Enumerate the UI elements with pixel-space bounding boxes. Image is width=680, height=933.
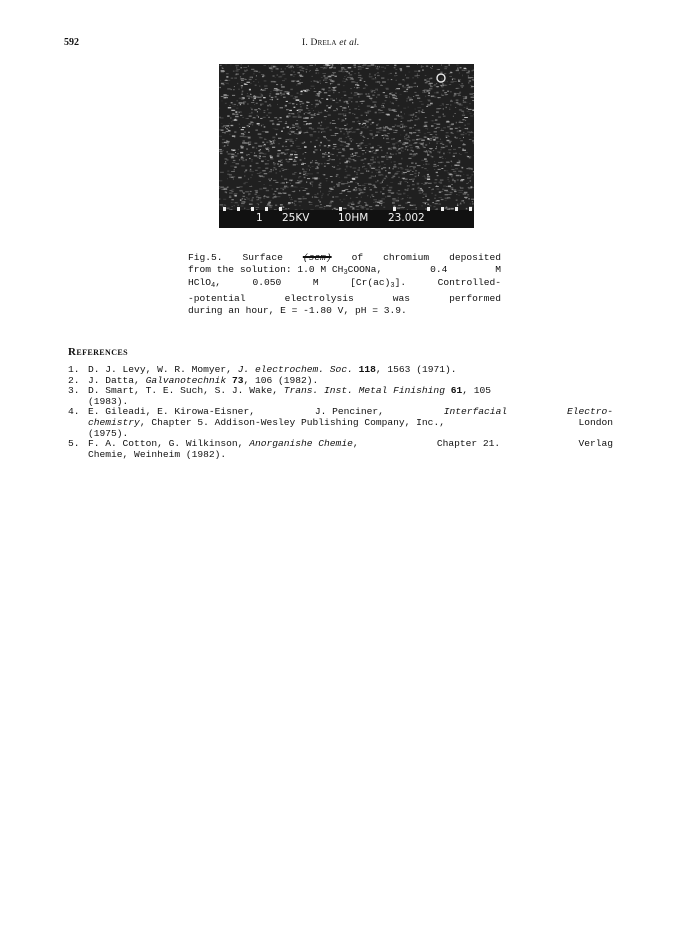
reference-number: 1. xyxy=(68,364,80,375)
page-number: 592 xyxy=(64,37,79,48)
sem-panel-number: 1 xyxy=(256,212,263,224)
caption-word: chromium xyxy=(383,252,430,263)
caption-text: 0.050 xyxy=(252,277,282,289)
reference-volume: 118 xyxy=(358,364,376,375)
caption-text: M xyxy=(495,263,501,275)
sem-scale-bar xyxy=(219,210,474,228)
caption-subscript: 3 xyxy=(343,268,348,277)
reference-journal: Anorganishe Chemie xyxy=(249,438,353,450)
sem-texture xyxy=(219,64,474,228)
running-head-author: I. Drela xyxy=(302,38,337,48)
caption-word: -potential xyxy=(188,293,246,305)
reference-number: 5. xyxy=(68,438,80,450)
caption-text: during an hour, E = -1.80 V, pH = 3.9. xyxy=(188,304,407,316)
reference-authors: F. A. Cotton, G. Wilkinson, xyxy=(88,438,250,450)
caption-word: performed xyxy=(449,293,501,305)
reference-title: Interfacial xyxy=(443,406,508,418)
caption-text: COONa, xyxy=(347,263,383,275)
caption-word: Surface xyxy=(242,252,283,263)
caption-word: of xyxy=(351,252,364,263)
reference-authors: D. J. Levy, W. R. Momyer, xyxy=(88,364,238,375)
caption-subscript: 3 xyxy=(390,282,395,291)
reference-authors: J. Datta, xyxy=(88,374,146,386)
reference-authors: D. Smart, T. E. Such, S. J. Wake, xyxy=(88,385,284,397)
reference-year: (1983). xyxy=(88,395,129,407)
caption-text: , xyxy=(215,277,221,289)
running-head-et-al: et al. xyxy=(339,38,360,48)
sem-code: 23.002 xyxy=(388,212,425,224)
sem-scale: 10HM xyxy=(338,212,369,224)
caption-word: Fig.5. xyxy=(188,252,223,263)
caption-text: ]. xyxy=(394,277,407,289)
figure-caption xyxy=(188,252,501,316)
reference-authors: J. Penciner, xyxy=(314,406,384,418)
reference-volume: 61 xyxy=(450,385,463,397)
reference-publisher: , Chapter 5. Addison-Wesley Publishing Company, Inc., xyxy=(139,416,445,428)
caption-word: deposited xyxy=(449,252,501,263)
reference-authors: E. Gileadi, E. Kirowa-Eisner, xyxy=(88,406,255,418)
reference-number: 3. xyxy=(68,385,80,397)
caption-text: Controlled- xyxy=(437,277,501,289)
reference-volume: 73 xyxy=(231,374,244,386)
caption-text: from the solution: 1.0 M CH xyxy=(188,263,344,275)
caption-word: electrolysis xyxy=(284,293,354,305)
references-heading: References xyxy=(68,346,128,358)
reference-item xyxy=(68,439,613,460)
reference-number: 4. xyxy=(68,406,80,418)
caption-text: 0.4 xyxy=(430,263,448,275)
running-head xyxy=(302,38,359,48)
reference-year: (1975). xyxy=(88,427,129,439)
reference-journal: Trans. Inst. Metal Finishing xyxy=(283,385,445,397)
caption-text: HClO xyxy=(188,277,212,289)
reference-journal: J. electrochem. Soc. xyxy=(237,364,353,375)
reference-number: 2. xyxy=(68,374,80,386)
reference-place: London xyxy=(578,416,613,428)
reference-item xyxy=(68,386,613,407)
references-list xyxy=(68,365,613,460)
reference-chapter: Chapter 21. xyxy=(436,438,501,450)
caption-text: [Cr(ac) xyxy=(350,277,391,289)
reference-publisher: Chemie, Weinheim (1982). xyxy=(88,448,227,460)
sem-micrograph xyxy=(219,64,474,228)
caption-subscript: 4 xyxy=(211,282,216,291)
reference-publisher: Verlag xyxy=(578,438,613,450)
reference-pages: , 105 xyxy=(462,385,492,397)
caption-word: was xyxy=(392,293,411,305)
caption-word-struck: (sem) xyxy=(302,252,332,263)
reference-journal: Galvanotechnik xyxy=(145,374,227,386)
reference-item xyxy=(68,407,613,439)
reference-pages-year: , 106 (1982). xyxy=(243,374,319,386)
reference-pages-year: , 1563 (1971). xyxy=(375,364,457,375)
sem-voltage: 25KV xyxy=(282,212,310,224)
reference-title: Electro- xyxy=(566,406,613,418)
reference-title: chemistry xyxy=(88,416,140,428)
reference-punct: , xyxy=(352,438,359,450)
caption-text: M xyxy=(312,277,319,289)
